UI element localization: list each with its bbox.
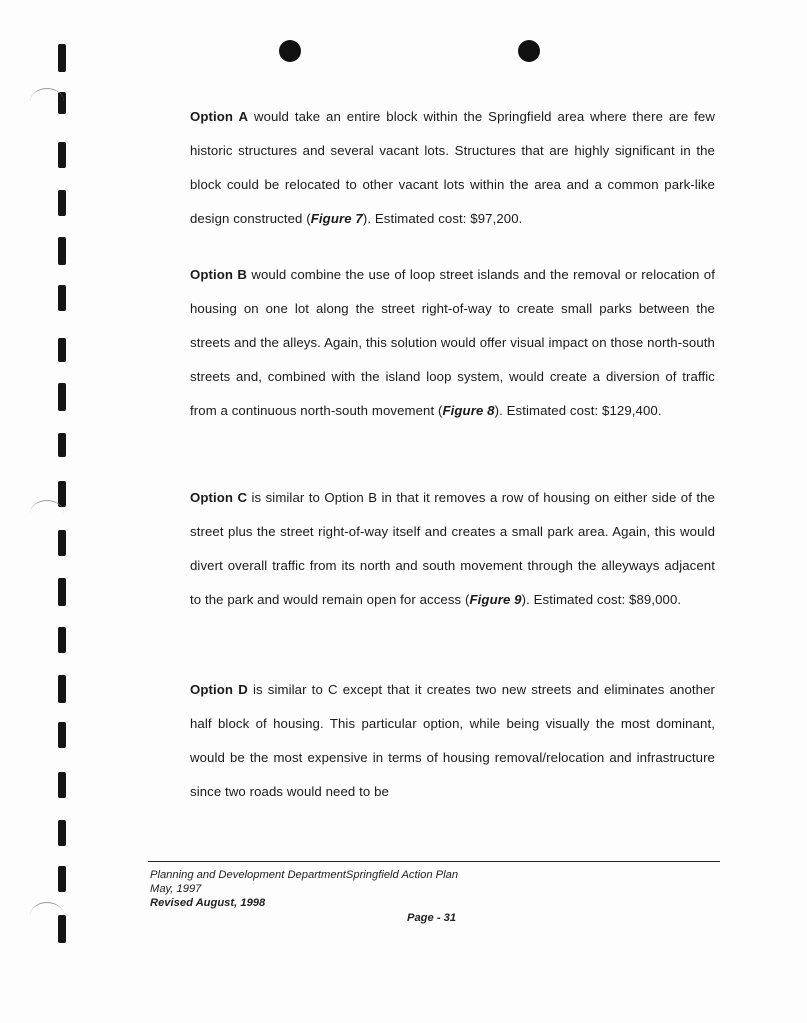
- binding-mark: [58, 383, 66, 411]
- option-label: Option A: [190, 109, 249, 124]
- paragraph-cost: ). Estimated cost: $129,400.: [494, 403, 662, 418]
- paragraph-text: is similar to Option B in that it removes a row of housing on either side of the street plus the street right-of-way itself and creates a small park area. Again, this would divert overall traffic from its north and south movement through the alleyways adjacent to the park and would remain open for access (: [190, 490, 715, 607]
- paragraph-text: is similar to C except that it creates two new streets and eliminates another half block of housing. This particular option, while being visually the most dominant, would be the most expensive in terms of housing removal/relocation and infrastructure since two roads would need to be: [190, 682, 716, 799]
- paragraph-option-c: [190, 481, 715, 617]
- binding-mark: [58, 142, 66, 168]
- footer-revised: Revised August, 1998: [150, 897, 266, 909]
- binding-mark: [58, 866, 66, 892]
- punch-hole-right-icon: [518, 40, 540, 62]
- page-curl-mark: [30, 902, 64, 929]
- figure-reference: Figure 7: [310, 211, 363, 226]
- paragraph-text: would take an entire block within the Springfield area where there are few historic structures and several vacant lots. Structures that are highly significant in the block could be relocated to other vacant lots within the area and a common park-like design constructed (: [190, 109, 715, 226]
- option-label: Option B: [190, 267, 248, 282]
- binding-mark: [58, 530, 66, 556]
- binding-mark: [58, 237, 66, 265]
- footer-date: May, 1997: [150, 883, 202, 895]
- paragraph-cost: ). Estimated cost: $97,200.: [362, 211, 523, 226]
- paragraph-cost: ). Estimated cost: $89,000.: [521, 592, 682, 607]
- footer-rule: [148, 861, 720, 862]
- binding-mark: [58, 44, 66, 72]
- page-curl-mark: [30, 88, 64, 115]
- binding-mark: [58, 433, 66, 457]
- footer-department: Planning and Development DepartmentSpringfield Action Plan: [150, 869, 459, 881]
- paragraph-option-d: [190, 673, 715, 809]
- binding-mark: [58, 285, 66, 311]
- option-label: Option C: [190, 490, 248, 505]
- paragraph-text: would combine the use of loop street islands and the removal or relocation of housing on one lot along the street right-of-way to create small parks between the streets and the alleys. Again, this solution would offer visual impact on those north-south streets and, combined with the island loop system, would create a diversion of traffic from a continuous north-south movement (: [190, 267, 715, 418]
- binding-mark: [58, 675, 66, 703]
- binding-mark: [58, 722, 66, 748]
- paragraph-option-a: [190, 100, 715, 236]
- binding-mark: [58, 190, 66, 216]
- binding-mark: [58, 627, 66, 653]
- binding-mark: [58, 338, 66, 362]
- figure-reference: Figure 9: [469, 592, 522, 607]
- binding-mark: [58, 578, 66, 606]
- footer-block: [150, 868, 458, 910]
- punch-hole-left-icon: [279, 40, 301, 62]
- paragraph-option-b: [190, 258, 715, 428]
- figure-reference: Figure 8: [442, 403, 495, 418]
- page-number: Page - 31: [407, 912, 457, 924]
- binding-mark: [58, 772, 66, 798]
- page-curl-mark: [30, 500, 64, 527]
- option-label: Option D: [190, 682, 248, 697]
- binding-mark: [58, 820, 66, 846]
